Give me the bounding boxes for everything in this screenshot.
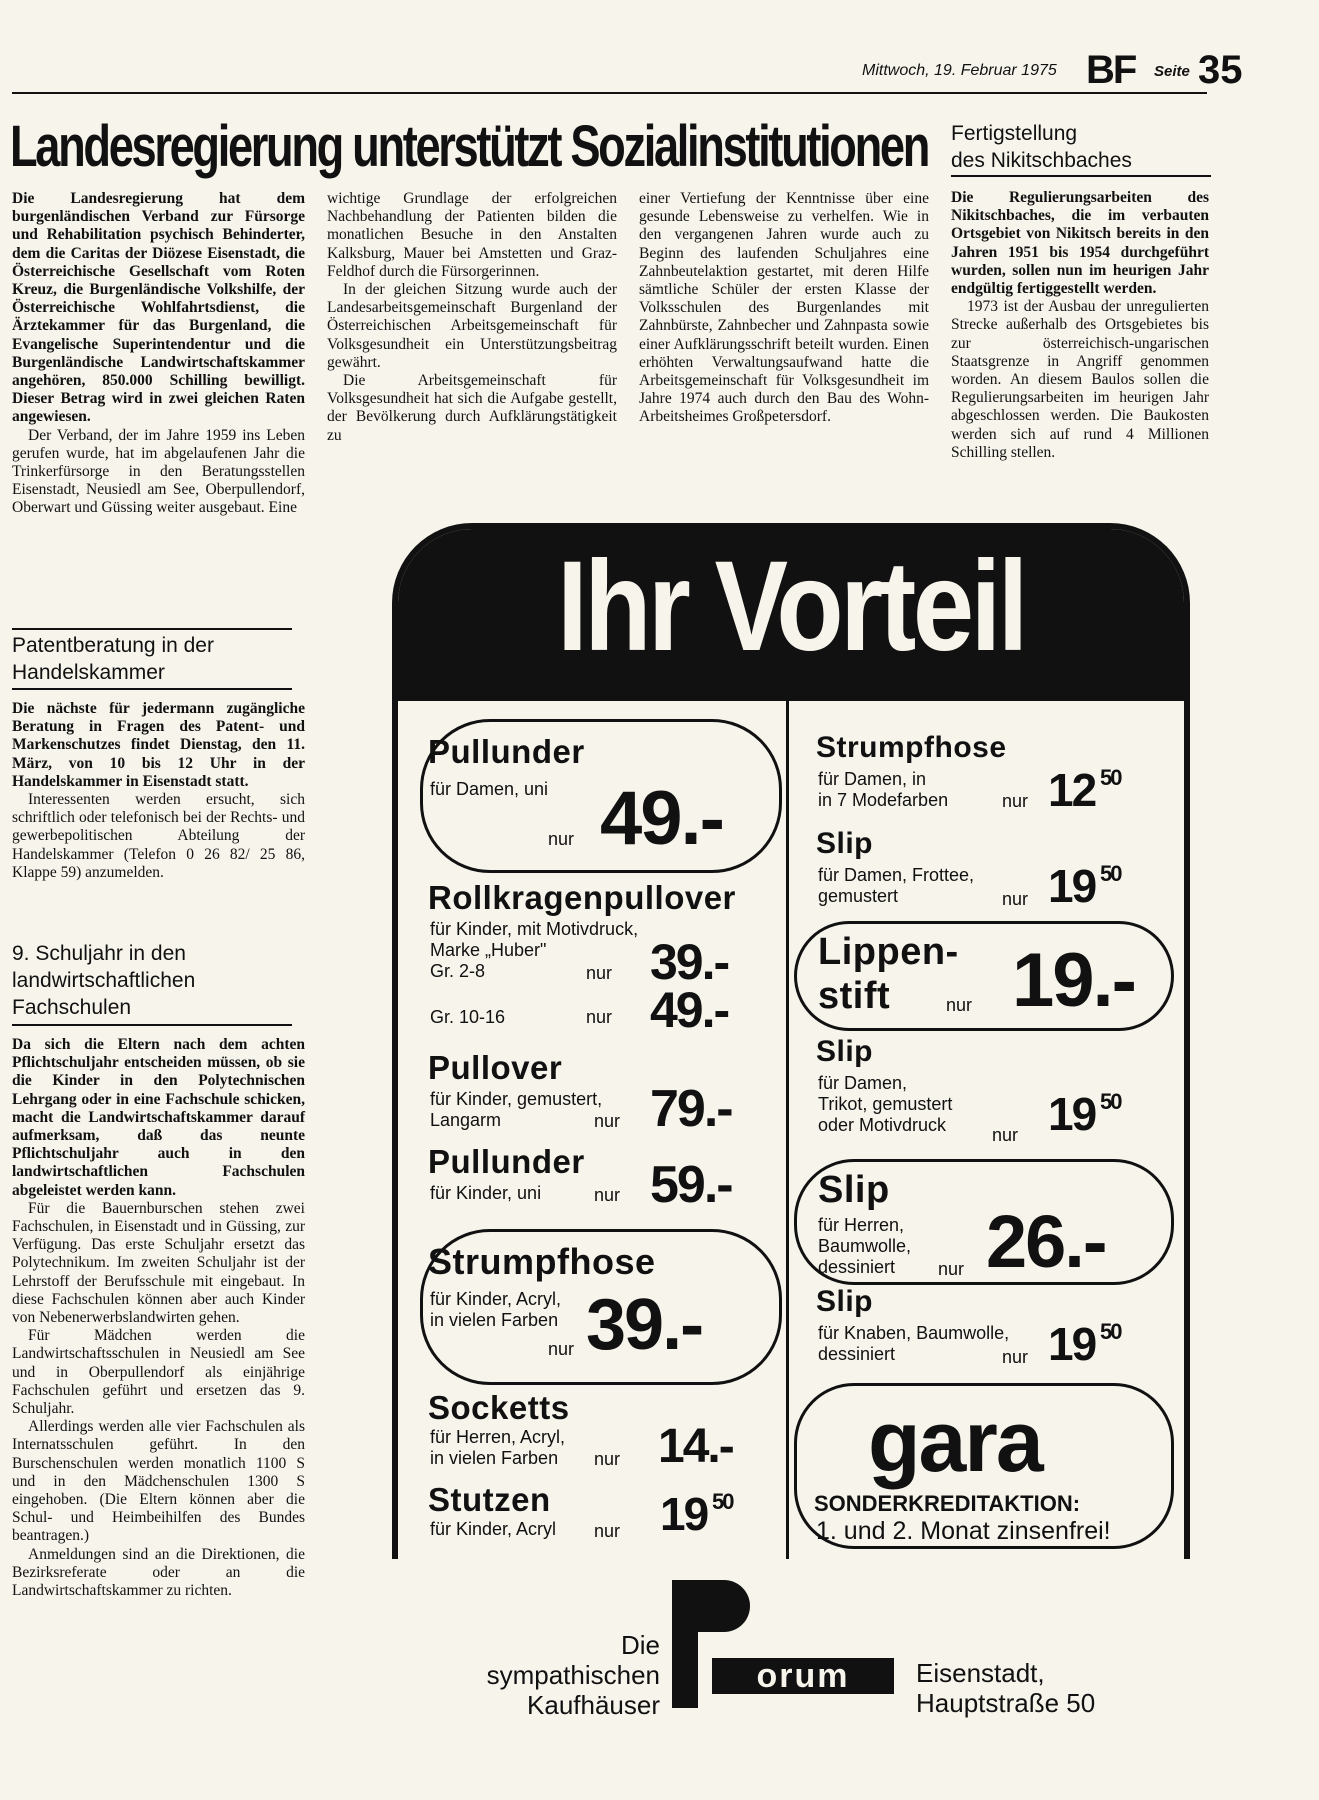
product-desc: in vielen Farben [430, 1310, 559, 1330]
product-desc: für Damen, in [818, 769, 927, 789]
price-prefix: nur [1002, 889, 1029, 909]
article2-rule [951, 175, 1211, 177]
product-name: Slip [818, 1169, 890, 1211]
product-name: Slip [816, 827, 874, 860]
ad-title: Ihr Vorteil [557, 535, 1025, 678]
address-line: Eisenstadt, [916, 1658, 1045, 1688]
product-desc: Langarm [430, 1110, 502, 1130]
price-cents: 50 [1100, 765, 1121, 790]
article4-lead: Da sich die Eltern nach dem achten Pflichtschuljahr entscheiden müssen, ob sie die Kinder in den Polytechnischen Lehrgang oder in eine Fachschule schicken, macht die Landwirtschaftskammer darauf aufmerksam, daß das neunte Pflichtschuljahr auch in den landwirtschaftlichen Fachschulen abgeleistet werden kann. [12, 1036, 305, 1199]
product-name: Stutzen [428, 1481, 551, 1518]
forum-logo [672, 1580, 898, 1708]
gara-logo: gara [868, 1394, 1042, 1490]
article1-paragraph: wichtige Grundlage der erfolgreichen Nachbehandlung der Patienten bilden die monatlichen Besuche in den Anstalten Kalksburg, Mauer bei Amstetten und Graz-Feldhof durch die Fürsorgerinnen. [327, 190, 617, 280]
price: 19 [660, 1488, 708, 1540]
logo-flag [698, 1580, 750, 1632]
main-headline: Landesregierung unterstützt Sozialinstitutionen [10, 114, 929, 179]
article3-rule [12, 688, 292, 690]
price: 14.- [658, 1420, 733, 1473]
article4-paragraph: Für Mädchen werden die Landwirtschaftsschulen in Neusiedl am See und in Oberpullendorf als einjährige Fachschulen geführt und ersetzen das 9. Schuljahr. [12, 1327, 305, 1418]
price: 12 [1048, 764, 1096, 816]
slogan-line: sympathischen [486, 1660, 660, 1690]
page-number: 35 [1198, 48, 1243, 92]
article1-paragraph: In der gleichen Sitzung wurde auch der Landesarbeitsgemeinschaft Burgenland der Österreichischen Arbeitsgemeinschaft für Volksgesundheit ein Unterstützungsbeitrag gewährt. [327, 281, 617, 371]
price-cents: 50 [1100, 1089, 1121, 1114]
article4-title-line: Fachschulen [12, 996, 132, 1019]
gara-credit-text: 1. und 2. Monat zinsenfrei! [816, 1517, 1111, 1545]
article4-rule [12, 1024, 292, 1026]
price-prefix: nur [1002, 1347, 1029, 1367]
newspaper-brand: BF [1086, 48, 1136, 92]
article4-paragraph: Allerdings werden alle vier Fachschulen als Internatsschulen geführt. In den Burschenschulen werden monatlich 1100 S und in den Mädchenschulen 1300 S eingehoben. (Die Eltern können aber die Schul- und Heimbeihilfen des Bundes beantragen.) [12, 1418, 305, 1545]
product-desc: dessiniert [818, 1257, 896, 1277]
product-name: Slip [816, 1285, 874, 1318]
price-cents: 50 [1100, 1319, 1121, 1344]
price-prefix: nur [586, 963, 613, 983]
issue-date: Mittwoch, 19. Februar 1975 [862, 62, 1057, 79]
price-prefix: nur [938, 1259, 965, 1279]
address-line: Hauptstraße 50 [916, 1688, 1096, 1718]
price-prefix: nur [586, 1007, 613, 1027]
slogan-line: Kaufhäuser [527, 1690, 660, 1720]
price: 39.- [650, 934, 729, 990]
price-prefix: nur [548, 1339, 575, 1359]
price: 49.- [650, 982, 729, 1038]
product-name: Socketts [428, 1389, 570, 1426]
article2-body [951, 189, 1209, 462]
article1-paragraph: Der Verband, der im Jahre 1959 ins Leben gerufen wurde, hat im abgelaufenen Jahr die Trinkerfürsorge in den Beratungsstellen Eisenstadt, Neusiedl am See, Oberpullendorf, Oberwart und Güssing weiter ausgebaut. Eine [12, 426, 305, 517]
article4-paragraph: Für die Bauernburschen stehen zwei Fachschulen, in Eisenstadt und in Güssing, zur Verfügung. Das erste Schuljahr ersetzt das Polytechnikum. Im zweiten Schuljahr ist der Lehrstoff der Berufsschule mit eingebaut. In diese Fachschulen können aber auch Kinder von Nebenerwerbslandwirten gehen. [12, 1199, 305, 1327]
header-rule [12, 92, 1207, 94]
article2-paragraph: 1973 ist der Ausbau der unregulierten Strecke außerhalb des Ortsgebietes bis zur österreichisch-ungarischen Staatsgrenze in Angriff genommen worden. An diesem Baulos sollen die Regulierungsarbeiten im heurigen Jahr abgeschlossen werden. Die Baukosten werden sich auf rund 4 Millionen Schilling stellen. [951, 298, 1209, 461]
logo-wordmark: orum [712, 1658, 894, 1694]
product-desc: in 7 Modefarben [818, 790, 949, 810]
ad-column-divider [786, 701, 789, 1559]
price: 49.- [600, 776, 723, 861]
article3-body [12, 700, 305, 882]
article3-title-line: Patentberatung in der [12, 634, 214, 657]
article4-paragraph: Anmeldungen sind an die Direktionen, die Bezirksreferate oder an die Landwirtschaftskammer zu richten. [12, 1545, 305, 1600]
price: 59.- [650, 1156, 732, 1214]
product-desc: Baumwolle, [818, 1236, 912, 1256]
article1-paragraph: Die Arbeitsgemeinschaft für Volksgesundheit hat sich die Aufgabe gestellt, der Bevölkerung durch Aufklärungstätigkeit zu [327, 372, 617, 444]
price: 26.- [986, 1200, 1106, 1283]
article2-title [951, 120, 1132, 174]
product-name: Pullover [428, 1049, 563, 1086]
page-label: Seite [1154, 63, 1190, 80]
article1-col1 [12, 190, 305, 518]
product-desc: oder Motivdruck [818, 1115, 947, 1135]
price-prefix: nur [548, 829, 575, 849]
advertisement [392, 523, 1190, 1559]
price-prefix: nur [594, 1185, 621, 1205]
store-slogan [440, 1630, 660, 1720]
article3-lead: Die nächste für jedermann zugängliche Beratung in Fragen des Patent- und Markenschutzes findet Dienstag, den 11. März, von 10 bis 12 Uhr in der Handelskammer in Eisenstadt statt. [12, 700, 305, 790]
product-desc: Gr. 2-8 [430, 961, 486, 981]
product-name: Strumpfhose [816, 731, 1007, 764]
article2-lead: Die Regulierungsarbeiten des Nikitschbaches, die im verbauten Ortsgebiet von Nikitsch bereits in den Jahren 1951 bis 1954 durchgeführt wurden, sollen nun im heurigen Jahr endgültig fertiggestellt werden. [951, 189, 1209, 298]
article4-title [12, 940, 195, 1021]
logo-bar [672, 1580, 698, 1708]
price-prefix: nur [992, 1125, 1019, 1145]
price: 19.- [1012, 938, 1135, 1023]
store-address [916, 1658, 1095, 1718]
product-desc: dessiniert [818, 1344, 896, 1364]
price-cents: 50 [712, 1489, 733, 1514]
price-prefix: nur [594, 1449, 621, 1469]
article2-title-line: Fertigstellung [951, 122, 1078, 145]
product-desc: für Damen, [818, 1073, 908, 1093]
price: 39.- [586, 1285, 703, 1365]
price-prefix: nur [594, 1521, 621, 1541]
article1-paragraph: einer Vertiefung der Kenntnisse über eine gesunde Lebensweise zu verhelfen. Wie in den vergangenen Jahren wurde auch zu Beginn des laufenden Schuljahres eine Zahnbeutelaktion gestartet, mit deren Hilfe sämtliche Schüler der ersten Klasse der Volksschulen des Burgenlandes mit Zahnbürste, Zahnbecher und Zahnpasta sowie einer Aufklärungsschrift beteilt wurden. Einen erhöhten Verwaltungsaufwand hatte die Arbeitsgemeinschaft für Volksgesundheit im Jahre 1974 auch durch den Bau des Wohn-Arbeitsheimes Großpetersdorf. [639, 190, 929, 426]
gara-credit-heading: SONDERKREDITAKTION: [814, 1491, 1081, 1516]
price: 79.- [650, 1080, 732, 1138]
article4-body [12, 1036, 305, 1600]
product-desc: in vielen Farben [430, 1448, 559, 1468]
product-desc: gemustert [818, 886, 899, 906]
product-desc: für Damen, uni [430, 779, 549, 799]
product-desc: für Knaben, Baumwolle, [818, 1323, 1010, 1343]
product-name: Rollkragenpullover [428, 879, 736, 916]
product-desc: für Damen, Frottee, [818, 865, 975, 885]
product-desc: für Kinder, gemustert, [430, 1089, 603, 1109]
product-desc: Trikot, gemustert [818, 1094, 953, 1114]
slogan-line: Die [620, 1630, 660, 1660]
product-desc: für Kinder, uni [430, 1183, 542, 1203]
article4-title-line: 9. Schuljahr in den [12, 942, 186, 965]
article1-lead: Die Landesregierung hat dem burgenländischen Verband zur Fürsorge und Rehabilitation psychisch Behinderter, dem die Caritas der Diözese Eisenstadt, die Österreichische Gesellschaft vom Roten Kreuz, die Burgenländische Volkshilfe, der Österreichische Wohlfahrtsdienst, die Ärztekammer für das Burgenland, die Evangelische Superintendentur und die Burgenländische Landwirtschaftskammer angehören, 850.000 Schilling bewilligt. Dieser Betrag wird in zwei gleichen Raten angewiesen. [12, 190, 305, 426]
price-prefix: nur [594, 1111, 621, 1131]
product-desc: Marke „Huber" [430, 940, 547, 960]
product-desc: für Kinder, Acryl, [430, 1289, 562, 1309]
article3-title [12, 632, 214, 686]
price: 19 [1048, 860, 1096, 912]
product-name: Slip [816, 1035, 874, 1068]
article2-title-line: des Nikitschbaches [951, 149, 1132, 172]
article3-paragraph: Interessenten werden ersucht, sich schriftlich oder telefonisch bei der Rechts- und gewerbepolitischen Abteilung der Handelskammer (Telefon 0 26 82/ 25 86, Klappe 59) anzumelden. [12, 791, 305, 881]
product-name: Pullunder [428, 733, 585, 770]
product-name: Pullunder [428, 1143, 585, 1180]
article1-col2 [327, 190, 617, 445]
product-name: Lippen- [818, 931, 959, 973]
price-prefix: nur [946, 995, 973, 1015]
product-name: Strumpfhose [428, 1241, 656, 1282]
price-cents: 50 [1100, 861, 1121, 886]
price-prefix: nur [1002, 791, 1029, 811]
article3-top-rule [12, 628, 292, 630]
product-desc: Gr. 10-16 [430, 1007, 506, 1027]
article4-title-line: landwirtschaftlichen [12, 969, 196, 992]
product-desc: für Herren, Acryl, [430, 1427, 566, 1447]
price: 19 [1048, 1318, 1096, 1370]
product-desc: für Kinder, mit Motivdruck, [430, 919, 639, 939]
product-desc: für Kinder, Acryl [430, 1519, 557, 1539]
product-name: stift [818, 975, 891, 1017]
article3-title-line: Handelskammer [12, 661, 165, 684]
product-desc: für Herren, [818, 1215, 905, 1235]
article1-col3 [639, 190, 929, 427]
price: 19 [1048, 1088, 1096, 1140]
